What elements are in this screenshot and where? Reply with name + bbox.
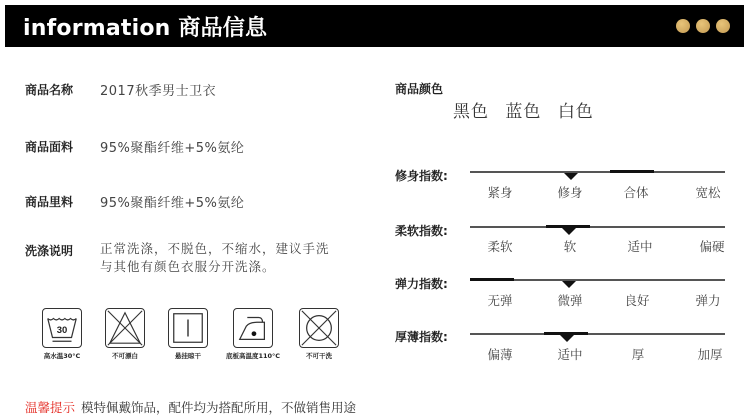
- svg-text:30: 30: [56, 324, 68, 336]
- lining-label: 商品里料: [25, 195, 74, 209]
- scale-highlight: [470, 278, 514, 281]
- scale-option: 弹力: [695, 293, 721, 308]
- color-option: 蓝色: [505, 102, 542, 122]
- fit-index-options: [470, 183, 750, 199]
- page-title: information 商品信息: [23, 16, 268, 41]
- softness-index-options: [470, 237, 750, 253]
- hang-dry-icon: [168, 308, 208, 348]
- scale-option: 合体: [623, 185, 649, 200]
- lining-value: 95%聚酯纤维+5%氨纶: [100, 196, 245, 211]
- dot-icon: [696, 19, 710, 33]
- dot-icon: [716, 19, 730, 33]
- scale-option: 柔软: [487, 239, 513, 254]
- softness-index-scale: [470, 226, 725, 228]
- scale-option: 宽松: [695, 185, 721, 200]
- tip-text: 模特佩戴饰品，配件均为搭配所用，不做销售用途: [81, 400, 357, 415]
- iron-medium-icon: [233, 308, 273, 348]
- care-item-bleach: [95, 308, 155, 360]
- care-item-dry: [158, 308, 218, 360]
- wash-label: 洗涤说明: [25, 244, 74, 258]
- product-name-label: 商品名称: [25, 83, 74, 97]
- scale-option: 加厚: [697, 347, 723, 362]
- color-option: 黑色: [453, 102, 489, 122]
- arrow-down-icon: [562, 228, 576, 235]
- care-item-iron: [223, 308, 283, 360]
- wash-30-icon: [42, 308, 82, 348]
- scale-option: 偏薄: [487, 347, 513, 362]
- care-label: 不可漂白: [112, 352, 138, 360]
- fit-index-label: 修身指数:: [395, 169, 448, 183]
- arrow-down-icon: [562, 281, 576, 288]
- fabric-value: 95%聚酯纤维+5%氨纶: [100, 141, 245, 156]
- elasticity-index-label: 弹力指数:: [395, 277, 448, 291]
- scale-option: 适中: [627, 239, 653, 254]
- color-values: [453, 97, 604, 122]
- color-label: 商品颜色: [395, 82, 444, 96]
- tip-line: [25, 398, 356, 416]
- elasticity-index-scale: [470, 279, 725, 281]
- scale-option: 修身: [557, 185, 583, 200]
- fit-index-scale: [470, 171, 725, 173]
- tip-label: 温馨提示: [25, 400, 76, 415]
- care-item-wash: [32, 308, 92, 360]
- product-name-value: 2017秋季男士卫衣: [100, 84, 217, 99]
- arrow-down-icon: [560, 335, 574, 342]
- scale-option: 软: [563, 239, 577, 254]
- care-label: 底板高温度110°C: [225, 352, 281, 360]
- color-option: 白色: [557, 102, 594, 122]
- elasticity-index-options: [470, 291, 750, 307]
- thickness-index-label: 厚薄指数:: [395, 330, 448, 344]
- no-bleach-icon: [105, 308, 145, 348]
- wash-line-2: 与其他有颜色衣服分开洗涤。: [100, 259, 276, 274]
- header-dots: [676, 19, 730, 33]
- wash-line-1: 正常洗涤，不脱色，不缩水，建议手洗: [100, 241, 330, 256]
- scale-option: 偏硬: [699, 239, 725, 254]
- scale-option: 无弹: [487, 293, 513, 308]
- dot-icon: [676, 19, 690, 33]
- care-label: 不可干洗: [306, 352, 332, 360]
- header-bar: [5, 5, 744, 47]
- care-label: 悬挂晾干: [175, 352, 201, 360]
- care-label: 高水温30°C: [43, 352, 81, 360]
- scale-option: 微弹: [557, 293, 583, 308]
- scale-option: 适中: [557, 347, 583, 362]
- thickness-index-scale: [470, 333, 725, 335]
- thickness-index-options: [470, 345, 750, 361]
- care-item-dryclean: [289, 308, 349, 360]
- scale-highlight: [610, 170, 654, 173]
- scale-option: 紧身: [487, 185, 513, 200]
- arrow-down-icon: [564, 173, 578, 180]
- scale-option: 良好: [624, 293, 650, 308]
- wash-instructions: [100, 240, 330, 276]
- scale-option: 厚: [631, 347, 645, 362]
- softness-index-label: 柔软指数:: [395, 224, 448, 238]
- no-dry-clean-icon: [299, 308, 339, 348]
- fabric-label: 商品面料: [25, 140, 74, 154]
